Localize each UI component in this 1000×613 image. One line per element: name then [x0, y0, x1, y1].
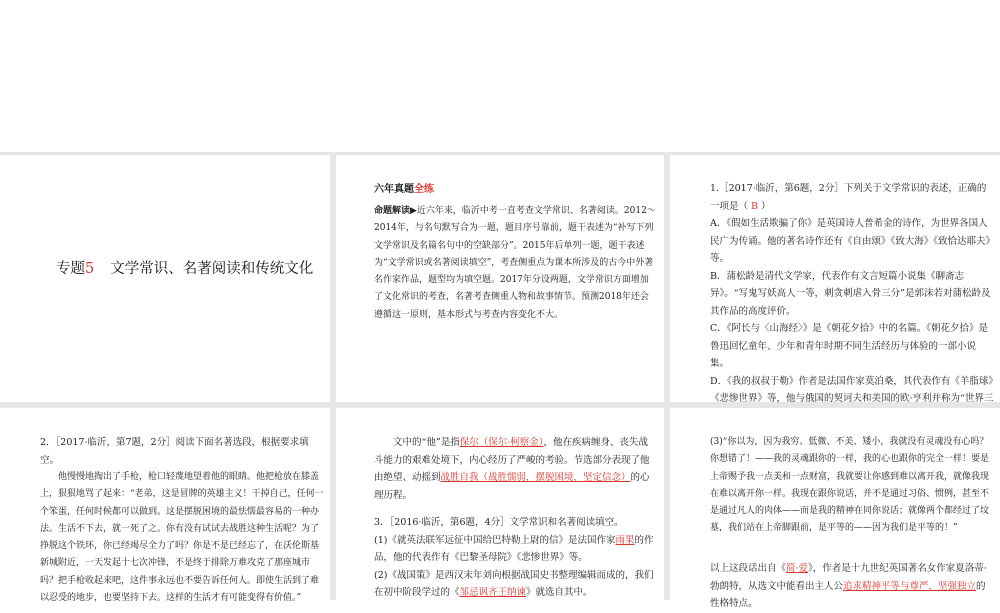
answer-3c: 简·爱 — [786, 563, 809, 574]
question-3-part-1: (1)《就英法联军远征中国给巴特勒上尉的信》是法国作家雨果的作品，他的代表作有《巴黎圣母院》《悲惨世界》等。 — [374, 534, 654, 563]
topic-number: 5 — [85, 261, 95, 277]
slide-intro[interactable] — [336, 155, 664, 402]
slide-topic[interactable] — [0, 155, 330, 402]
topic-name: 文学常识、名著阅读和传统文化 — [110, 261, 314, 277]
question-3-part-2: (2)《战国策》是西汉末年刘向根据战国史书整理编辑而成的，我们在初中阶段学过的《邹忌讽齐王纳谏》就选自其中。 — [374, 569, 654, 598]
slide-question-1[interactable] — [670, 155, 1000, 402]
question-2 — [40, 434, 324, 607]
quote-source-question: 以上这段话出自《简·爱》，作者是十九世纪英国著名女作家夏洛蒂·勃朗特，从选文中能看出主人公追求精神平等与尊严，坚强独立的性格特点。 — [710, 563, 987, 609]
question-3-stem: 3．［2016·临沂，第6题，4分］文学常识和名著阅读填空。 — [374, 517, 624, 528]
section-heading — [374, 180, 434, 195]
heading-prefix: 六年真题 — [374, 184, 414, 195]
question-2-passage: 他慢慢地掏出了手枪，枪口轻蔑地望着他的眼睛。他把枪放在膝盖上，狠狠地骂了起来：“老弟，这是冒牌的英雄主义！干掉自己，任何一个笨蛋，任何时候都可以做到。这是摆脱困境的最怯懦最容易的一种办法。生活不下去，就一死了之。你有没有试试去战胜这种生活呢？为了挣脱这个铁环，你已经竭尽全力了吗？你是不是已经忘了，在沃伦斯基新城附近，一天发起十七次冲锋，不是终于排除万难攻克了那座城市吗？把手枪收起来吧，这件事永远也不要告诉任何人。即使生活到了难以忍受的地步，也要坚持下去。这样的生活才有可能变得有价值。” — [40, 472, 324, 604]
answer-2b: 战胜自我（战胜懦弱，摆脱困境，坚定信念） — [440, 472, 631, 483]
question-1-stem: 1.［2017·临沂，第6题，2分］下列关于文学常识的表述，正确的一项是（ B ） — [710, 183, 987, 212]
answer-3a: 雨果 — [615, 534, 635, 546]
option-c: C．《阿长与〈山海经〉》是《朝花夕拾》中的名篇。《朝花夕拾》是鲁迅回忆童年、少年和青年时期不同生活经历与体验的一部小说集。 — [710, 323, 989, 369]
answer-3d: 追求精神平等与尊严，坚强独立 — [843, 580, 977, 592]
topic-title — [56, 257, 313, 278]
option-d: D．《我的叔叔于勒》作者是法国作家莫泊桑，其代表作有《羊脂球》《悲惨世界》等，他与俄国的契诃夫和美国的欧·亨利并称为“世界三 — [710, 375, 994, 404]
heading-accent: 全练 — [414, 184, 434, 195]
intro-paragraph — [374, 203, 656, 324]
option-b: B．蒲松龄是清代文学家，代表作有文言短篇小说集《聊斋志异》。“写鬼写妖高人一等，刺贪刺虐入骨三分”是郭沫若对蒲松龄及其作品的高度评价。 — [710, 270, 991, 317]
topic-label: 专题 — [56, 261, 85, 277]
answer-2a: 保尔（保尔·柯察金） — [459, 437, 544, 448]
intro-label: 命题解读▶ — [374, 206, 417, 216]
slide-question-3[interactable] — [336, 408, 664, 600]
question-3 — [374, 514, 656, 602]
question-1 — [710, 180, 994, 425]
jane-eyre-quote: (3)“你以为，因为我穷、低微、不美、矮小，我就没有灵魂没有心吗？你想错了！——我的灵魂跟你的一样，我的心也跟你的完全一样！要是上帝赐予我一点美和一点财富，我就要让你感到难以离开我，就像我现在难以离开你一样。我现在跟你说话，并不是通过习俗、惯例，甚至不是通过凡人的肉体——而是我的精神在同你说话；就像两个都经过了坟墓，我们站在上帝脚跟前，是平等的——因为我们是平等的！” — [710, 437, 990, 534]
slide-question-2[interactable] — [0, 408, 330, 604]
option-a: A．《假如生活欺骗了你》是英国诗人普希金的诗作，为世界各国人民广为传诵。他的著名诗作还有《自由颂》《致大海》《致恰达耶夫》等。 — [710, 218, 991, 264]
slide-question-3-part-3[interactable] — [670, 408, 1000, 609]
intro-text: 近六年来，临沂中考一直考查文学常识、名著阅读。2012～2014年，与名句默写合为一题，题目序号靠前，题干表述为“补写下列文学常识及名篇名句中的空缺部分”。2015年后单列一题，题干表述为“文学常识或名著阅读填空”，考查侧重点为课本所涉及的古今中外著名作家作品，题型均为填空题。2017年分设两题，文学常识方面增加了文化常识的考查，名著考查侧重人物和故事情节。预测2018年还会遵循这一原则，基本形式与考查内容变化不大。 — [374, 206, 656, 320]
question-2-answer: 文中的“他”是指保尔（保尔·柯察金），他在疾病缠身、丧失战斗能力的艰难处境下，内心经历了严峻的考验。节选部分表现了他由绝望、动摇到战胜自我（战胜懦弱，摆脱困境，坚定信念）的心理历程。 — [374, 437, 650, 501]
answer-3b: 邹忌讽齐王纳谏 — [459, 587, 527, 598]
answer-1: B — [751, 200, 759, 212]
question-2-stem: 2．［2017·临沂，第7题，2分］阅读下面名著选段，根据要求填空。 — [40, 437, 309, 466]
